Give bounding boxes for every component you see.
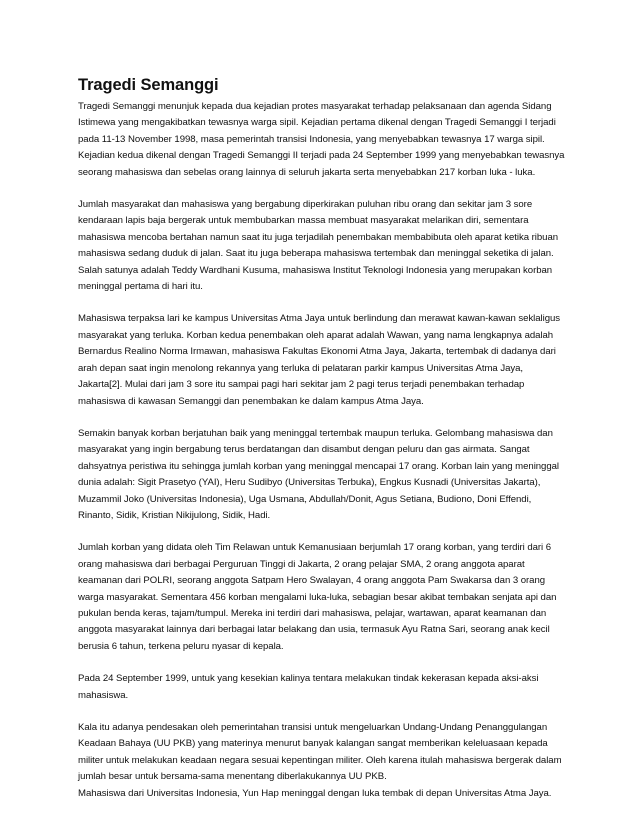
paragraph-victims: Semakin banyak korban berjatuhan baik yang meninggal tertembak maupun terluka. Gelombang mahasiswa dan masyarakat yang ingin bergabung terus berdatangan dan disambut dengan peluru dan gas airmata. Sangat dahsyatnya peristiwa itu sehingga jumlah korban yang meninggal mencapai 17 orang. Korban lain yang meninggal dunia adalah: Sigit Prasetyo (YAI), Heru Sudibyo (Universitas Terbuka), Engkus Kusnadi (Universitas Jakarta), Muzammil Joko (Universitas Indonesia), Uga Usmana, Abdullah/Donit, Agus Setiana, Budiono, Doni Effendi, Rinanto, Sidik, Kristian Nikijulong, Sidik, Hadi. <box>78 427 559 521</box>
paragraph-yun-hap: Mahasiswa dari Universitas Indonesia, Yun Hap meninggal dengan luka tembak di depan Universitas Atma Jaya. <box>78 787 552 799</box>
document-page <box>78 75 568 802</box>
paragraph-september-1999: Pada 24 September 1999, untuk yang kesekian kalinya tentara melakukan tindak kekerasan kepada aksi-aksi mahasiswa. <box>78 673 539 701</box>
paragraph-uu-pkb: Kala itu adanya pendesakan oleh pemerintahan transisi untuk mengeluarkan Undang-Undang Penanggulangan Keadaan Bahaya (UU PKB) yang materinya menurut banyak kalangan sangat memberikan keleluasaan kepada militer untuk melakukan keadaan negara sesuai kepentingan militer. Oleh karena itulah mahasiswa bergerak dalam jumlah besar untuk bersama-sama menentang diberlakukannya UU PKB. <box>78 722 562 783</box>
page-title: Tragedi Semanggi <box>78 76 219 94</box>
paragraph-atma-jaya: Mahasiswa terpaksa lari ke kampus Universitas Atma Jaya untuk berlindung dan merawat kawan-kawan seklaligus masyarakat yang terluka. Korban kedua penembakan oleh aparat adalah Wawan, yang nama lengkapnya adalah Bernardus Realino Norma Irmawan, mahasiswa Fakultas Ekonomi Atma Jaya, Jakarta, tertembak di dadanya dari arah depan saat ingin menolong rekannya yang terluka di pelataran parkir kampus Universitas Atma Jaya, Jakarta[2]. Mulai dari jam 3 sore itu sampai pagi hari sekitar jam 2 pagi terus terjadi penembakan terhadap mahasiswa di kawasan Semanggi dan penembakan ke dalam kampus Atma Jaya. <box>78 313 561 407</box>
paragraph-crowd: Jumlah masyarakat dan mahasiswa yang bergabung diperkirakan puluhan ribu orang dan sekitar jam 3 sore kendaraan lapis baja bergerak untuk membubarkan massa membuat masyarakat melarikan diri, sementara mahasiswa mencoba bertahan namun saat itu juga terjadilah penembakan membabibuta oleh aparat ketika ribuan mahasiswa sedang duduk di jalan. Saat itu juga beberapa mahasiswa tertembak dan meninggal seketika di jalan. Salah satunya adalah Teddy Wardhani Kusuma, mahasiswa Institut Teknologi Indonesia yang merupakan korban meninggal pertama di hari itu. <box>78 199 559 293</box>
paragraph-intro: Tragedi Semanggi menunjuk kepada dua kejadian protes masyarakat terhadap pelaksanaan dan agenda Sidang Istimewa yang mengakibatkan tewasnya warga sipil. Kejadian pertama dikenal dengan Tragedi Semanggi I terjadi pada 11-13 November 1998, masa pemerintah transisi Indonesia, yang menyebabkan tewasnya 17 warga sipil. Kejadian kedua dikenal dengan Tragedi Semanggi II terjadi pada 24 September 1999 yang menyebabkan tewasnya seorang mahasiswa dan sebelas orang lainnya di seluruh jakarta serta menyebabkan 217 korban luka - luka. <box>78 101 565 178</box>
paragraph-casualty-count: Jumlah korban yang didata oleh Tim Relawan untuk Kemanusiaan berjumlah 17 orang korban, yang terdiri dari 6 orang mahasiswa dari berbagai Perguruan Tinggi di Jakarta, 2 orang pelajar SMA, 2 orang anggota aparat keamanan dari POLRI, seorang anggota Satpam Hero Swalayan, 4 orang anggota Pam Swakarsa dan 3 orang warga masyarakat. Sementara 456 korban mengalami luka-luka, sebagian besar akibat tembakan senjata api dan pukulan benda keras, tajam/tumpul. Mereka ini terdiri dari mahasiswa, pelajar, wartawan, aparat keamanan dan anggota masyarakat lainnya dari berbagai latar belakang dan usia, termasuk Ayu Ratna Sari, seorang anak kecil berusia 6 tahun, terkena peluru nyasar di kepala. <box>78 542 557 652</box>
